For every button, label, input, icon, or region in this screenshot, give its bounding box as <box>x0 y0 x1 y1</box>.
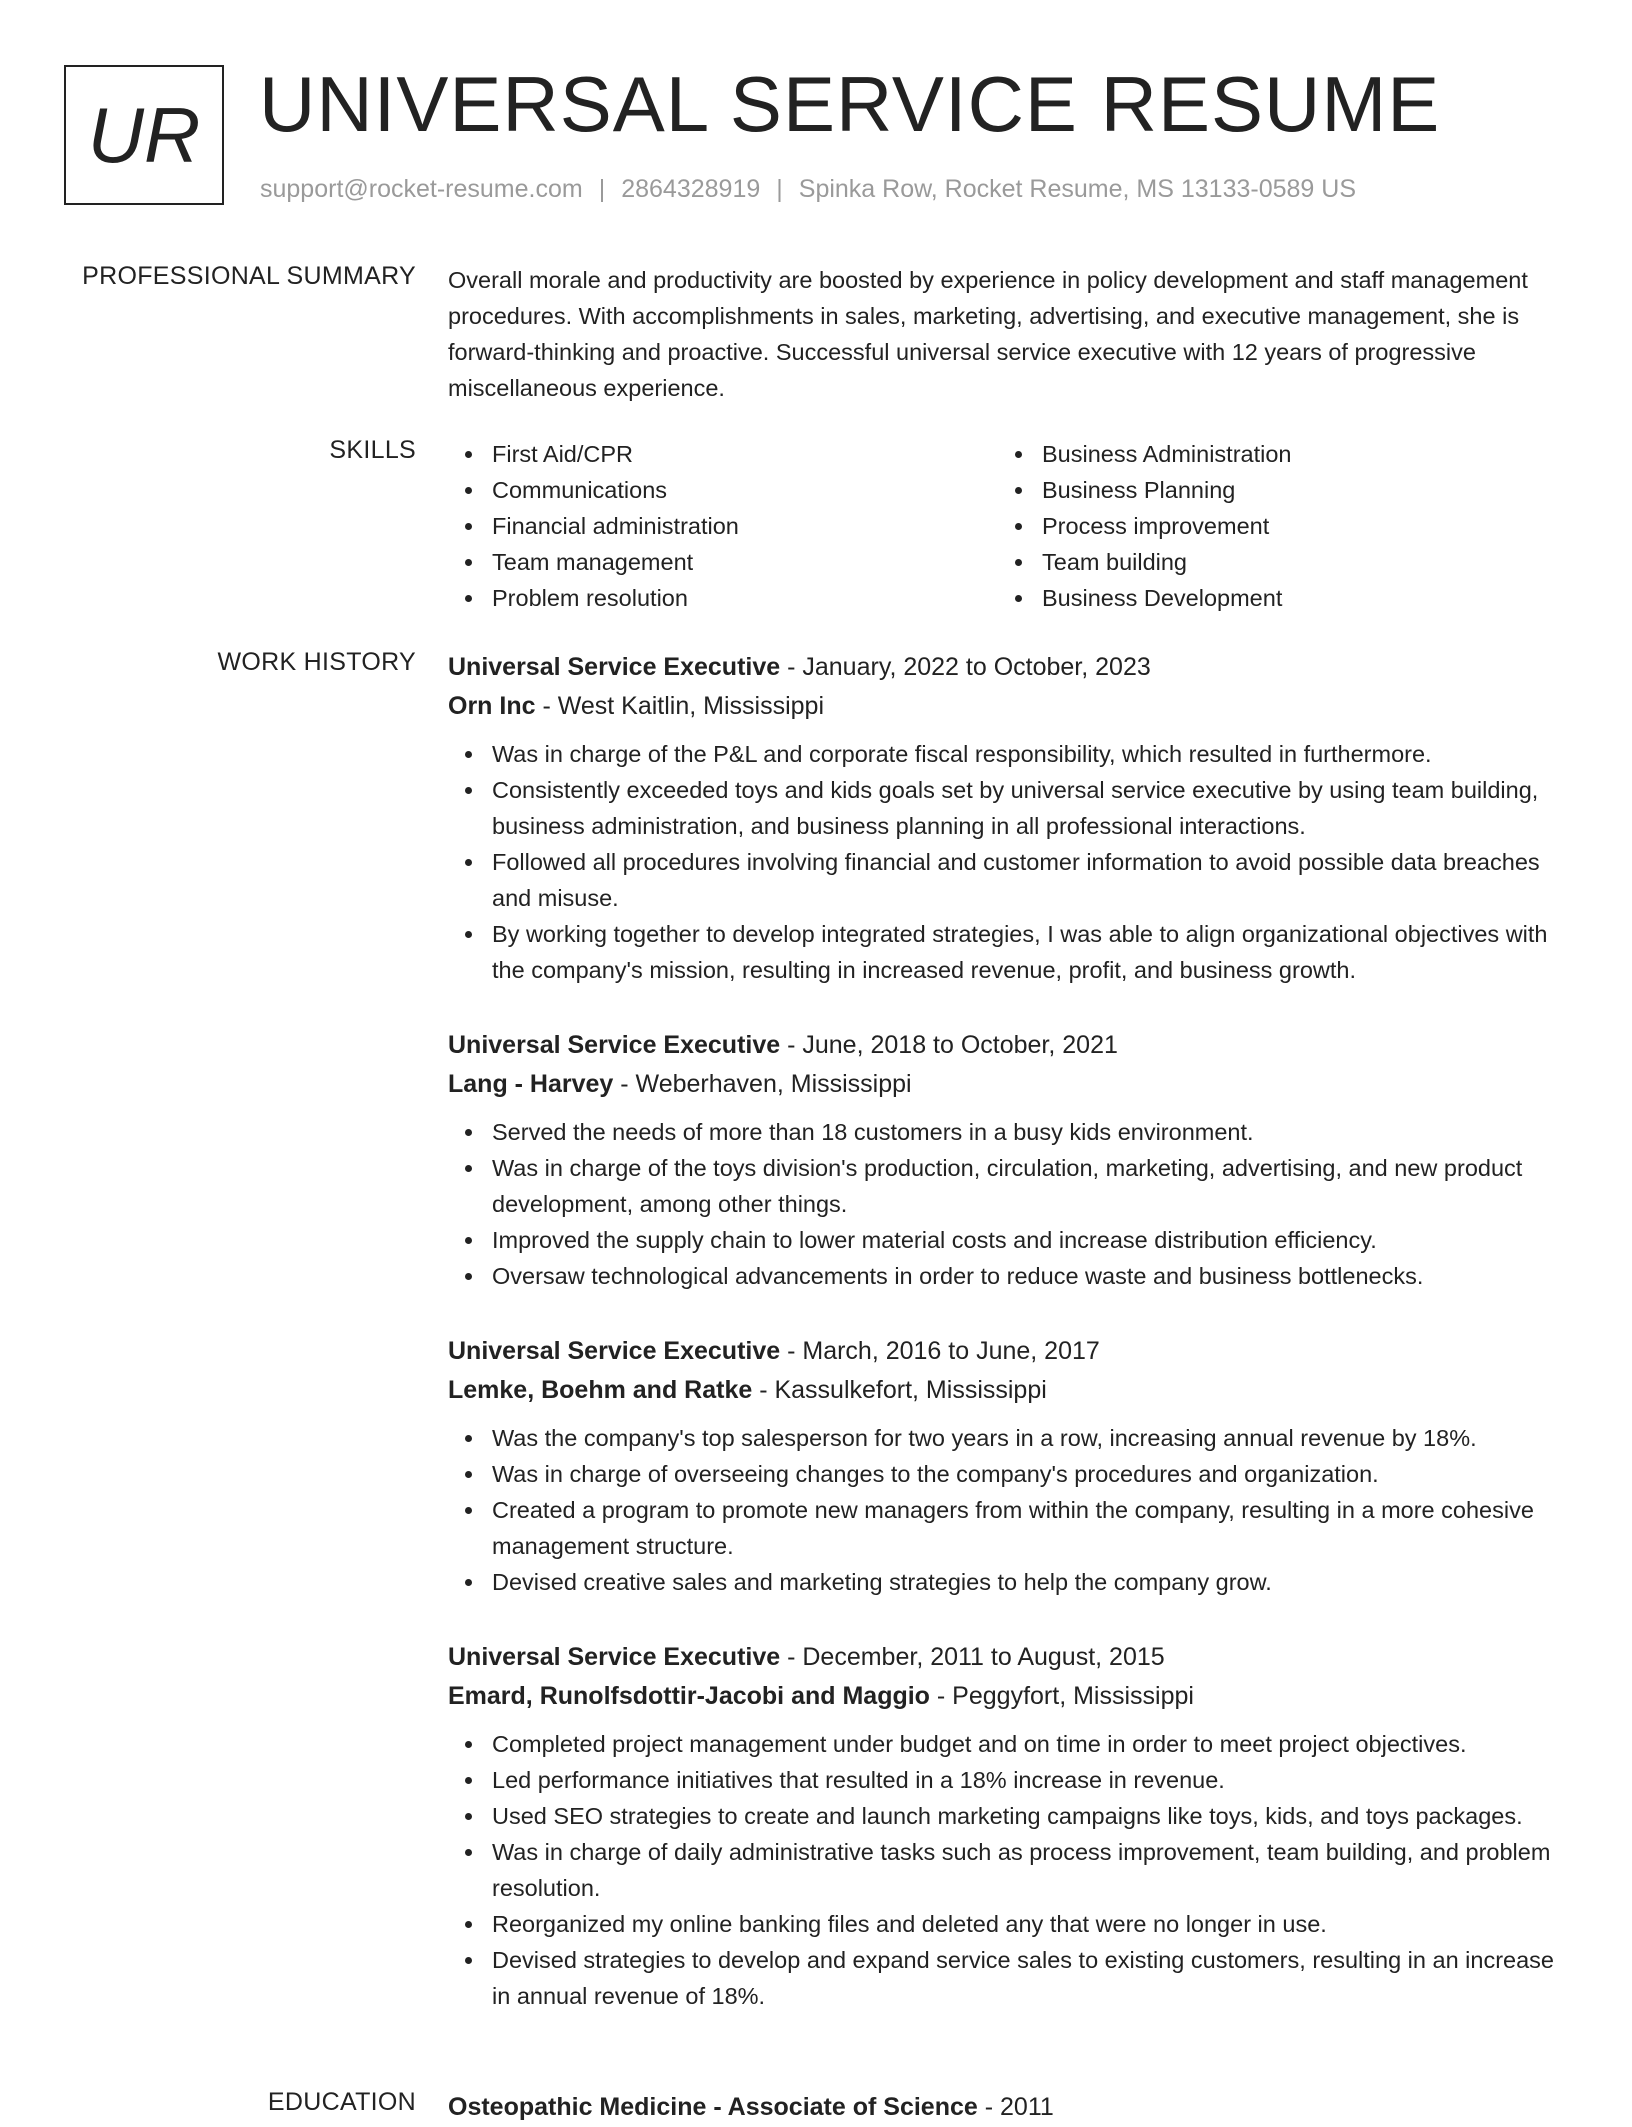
job-bullet: Was in charge of daily administrative tasks such as process improvement, team building, and problem resolution. <box>448 1834 1573 1906</box>
job-location: - Weberhaven, Mississippi <box>613 1070 912 1098</box>
contact-separator: | <box>598 175 606 203</box>
job-entry <box>448 1026 1573 1294</box>
job-dates: - March, 2016 to June, 2017 <box>780 1337 1100 1365</box>
section-label-skills: SKILLS <box>329 436 416 464</box>
skill-item: Business Administration <box>998 436 1548 472</box>
job-title-line <box>448 1332 1573 1371</box>
job-bullet: Was in charge of overseeing changes to the company's procedures and organization. <box>448 1456 1573 1492</box>
contact-address: Spinka Row, Rocket Resume, MS 13133-0589 US <box>798 175 1356 203</box>
job-bullet: Reorganized my online banking files and deleted any that were no longer in use. <box>448 1906 1573 1942</box>
skill-item: Financial administration <box>448 508 998 544</box>
job-bullet: Served the needs of more than 18 customers in a busy kids environment. <box>448 1114 1573 1150</box>
job-title-line <box>448 1026 1573 1065</box>
job-bullets <box>448 1726 1573 2014</box>
job-title: Universal Service Executive <box>448 1643 781 1671</box>
job-bullet: Improved the supply chain to lower material costs and increase distribution efficiency. <box>448 1222 1573 1258</box>
skill-item: Communications <box>448 472 998 508</box>
resume-title: UNIVERSAL SERVICE RESUME <box>259 60 1441 148</box>
job-location: - Peggyfort, Mississippi <box>929 1682 1194 1710</box>
job-entry <box>448 1638 1573 2014</box>
job-bullet: Completed project management under budget and on time in order to meet project objectives. <box>448 1726 1573 1762</box>
job-bullet: Consistently exceeded toys and kids goals set by universal service executive by using team building, business administration, and business planning in all professional interactions. <box>448 772 1573 844</box>
job-dates: - January, 2022 to October, 2023 <box>780 653 1151 681</box>
job-bullet: By working together to develop integrated strategies, I was able to align organizational objectives with the company's mission, resulting in increased revenue, profit, and business growth. <box>448 916 1573 988</box>
job-title: Universal Service Executive <box>448 1031 781 1059</box>
job-company: Lemke, Boehm and Ratke <box>448 1376 753 1404</box>
job-bullet: Followed all procedures involving financial and customer information to avoid possible data breaches and misuse. <box>448 844 1573 916</box>
job-bullet: Was in charge of the P&L and corporate fiscal responsibility, which resulted in furthermore. <box>448 736 1573 772</box>
job-entry <box>448 1332 1573 1600</box>
contact-phone: 2864328919 <box>621 175 761 203</box>
job-title-line <box>448 648 1573 687</box>
job-location: - West Kaitlin, Mississippi <box>535 692 825 720</box>
skill-item: Team management <box>448 544 998 580</box>
summary-text: Overall morale and productivity are boosted by experience in policy development and staff management procedures. With accomplishments in sales, marketing, advertising, and executive management, she is forward-thinking and proactive. Successful universal service executive with 12 years of progressive miscellaneous experience. <box>448 267 1528 401</box>
education-line <box>448 2088 1573 2127</box>
job-location: - Kassulkefort, Mississippi <box>752 1376 1047 1404</box>
job-title: Universal Service Executive <box>448 653 781 681</box>
contact-line <box>260 175 1356 204</box>
section-label-work: WORK HISTORY <box>217 648 416 676</box>
job-company: Emard, Runolfsdottir-Jacobi and Maggio <box>448 1682 930 1710</box>
skill-item: Business Development <box>998 580 1548 616</box>
skill-item: Process improvement <box>998 508 1548 544</box>
job-company-line <box>448 1677 1573 1716</box>
contact-separator: | <box>776 175 783 203</box>
job-bullet: Was in charge of the toys division's production, circulation, marketing, advertising, and new product development, among other things. <box>448 1150 1573 1222</box>
job-title: Universal Service Executive <box>448 1337 781 1365</box>
job-company: Orn Inc <box>448 692 536 720</box>
job-bullet: Used SEO strategies to create and launch marketing campaigns like toys, kids, and toys packages. <box>448 1798 1573 1834</box>
job-bullet: Was the company's top salesperson for two years in a row, increasing annual revenue by 18%. <box>448 1420 1573 1456</box>
education-degree: Osteopathic Medicine - Associate of Science <box>448 2093 978 2121</box>
job-bullet: Devised strategies to develop and expand service sales to existing customers, resulting in an increase in annual revenue of 18%. <box>448 1942 1573 2014</box>
job-dates: - December, 2011 to August, 2015 <box>780 1643 1165 1671</box>
job-company-line <box>448 687 1573 726</box>
skill-item: Team building <box>998 544 1548 580</box>
job-bullet: Devised creative sales and marketing strategies to help the company grow. <box>448 1564 1573 1600</box>
job-company: Lang - Harvey <box>448 1070 614 1098</box>
job-company-line <box>448 1371 1573 1410</box>
contact-email: support@rocket-resume.com <box>260 175 583 203</box>
job-dates: - June, 2018 to October, 2021 <box>780 1031 1118 1059</box>
resume-header <box>64 60 1584 215</box>
job-title-line <box>448 1638 1573 1677</box>
education-year: - 2011 <box>977 2093 1054 2121</box>
skills-list-left <box>448 436 998 616</box>
skills-list-right <box>998 436 1548 616</box>
job-company-line <box>448 1065 1573 1104</box>
monogram-logo: UR <box>64 65 224 205</box>
section-label-education: EDUCATION <box>267 2088 416 2116</box>
skill-item: Business Planning <box>998 472 1548 508</box>
job-bullets <box>448 736 1573 988</box>
job-bullets <box>448 1114 1573 1294</box>
skill-item: First Aid/CPR <box>448 436 998 472</box>
section-label-summary: PROFESSIONAL SUMMARY <box>82 262 416 290</box>
job-entry <box>448 648 1573 988</box>
job-bullets <box>448 1420 1573 1600</box>
skill-item: Problem resolution <box>448 580 998 616</box>
job-bullet: Led performance initiatives that resulted in a 18% increase in revenue. <box>448 1762 1573 1798</box>
job-bullet: Created a program to promote new managers from within the company, resulting in a more cohesive management structure. <box>448 1492 1573 1564</box>
job-bullet: Oversaw technological advancements in order to reduce waste and business bottlenecks. <box>448 1258 1573 1294</box>
